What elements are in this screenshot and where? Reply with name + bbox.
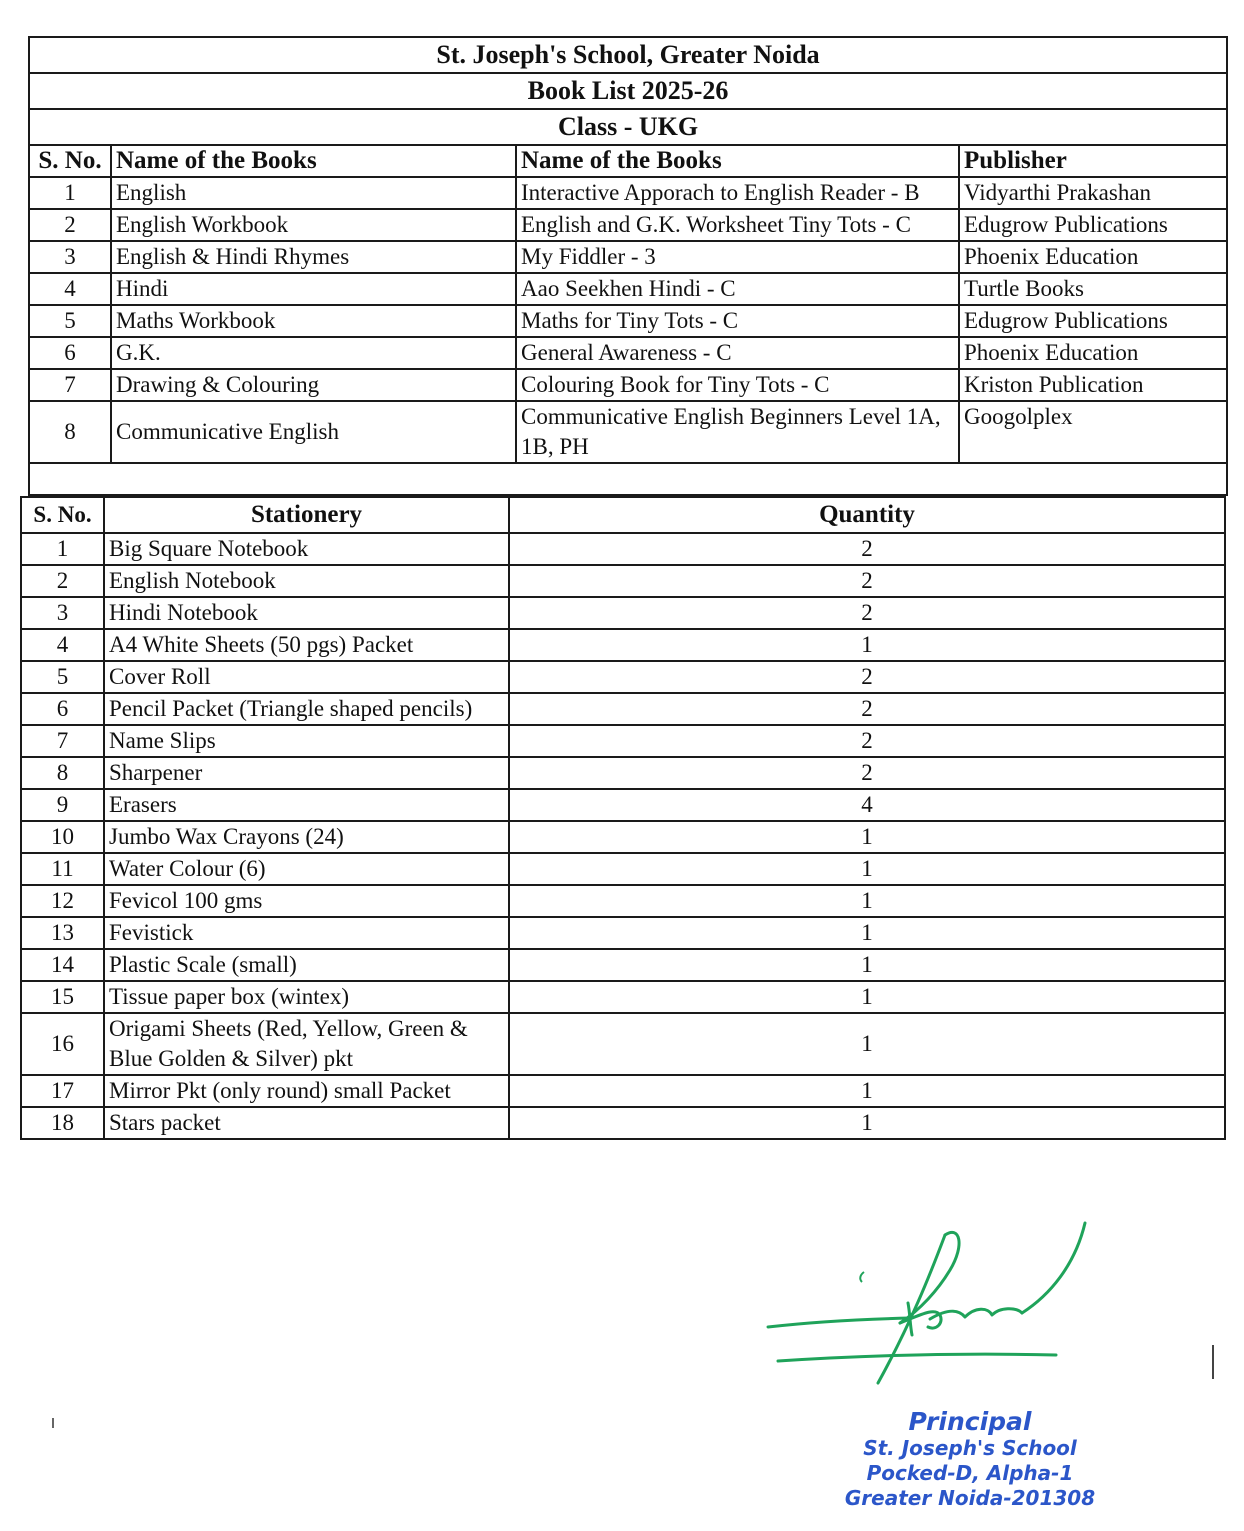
book-sno: 7: [29, 369, 111, 401]
stationery-item: Big Square Notebook: [104, 533, 509, 565]
stationery-quantity: 1: [509, 917, 1225, 949]
stationery-item: Fevistick: [104, 917, 509, 949]
book-publisher: Edugrow Publications: [959, 209, 1227, 241]
spacer-cell: [29, 463, 1227, 495]
book-list-sheet: [28, 36, 1226, 1140]
scan-speck: [52, 1418, 54, 1428]
stationery-sno: 13: [21, 917, 104, 949]
stationery-sno: 6: [21, 693, 104, 725]
book-row: [29, 369, 1227, 401]
book-title: My Fiddler - 3: [516, 241, 959, 273]
stationery-sno: 16: [21, 1013, 104, 1075]
principal-signature: [760, 1215, 1100, 1395]
books-table: [28, 36, 1228, 496]
stationery-quantity: 2: [509, 565, 1225, 597]
stationery-row: [21, 533, 1225, 565]
stationery-row: [21, 661, 1225, 693]
book-subject: Maths Workbook: [111, 305, 516, 337]
stamp-role: Principal: [908, 1407, 1032, 1436]
book-sno: 3: [29, 241, 111, 273]
stationery-sno: 18: [21, 1107, 104, 1139]
stationery-sno: 5: [21, 661, 104, 693]
stationery-quantity: 2: [509, 725, 1225, 757]
scan-speck: [1212, 1345, 1214, 1379]
stationery-sno: 12: [21, 885, 104, 917]
book-row: [29, 177, 1227, 209]
stationery-row: [21, 949, 1225, 981]
stationery-item: English Notebook: [104, 565, 509, 597]
stationery-quantity: 1: [509, 853, 1225, 885]
stationery-header-row: [21, 497, 1225, 533]
book-row: [29, 401, 1227, 463]
stationery-quantity: 1: [509, 821, 1225, 853]
stationery-quantity: 4: [509, 789, 1225, 821]
stationery-quantity: 1: [509, 1107, 1225, 1139]
stationery-sno: 4: [21, 629, 104, 661]
col-header-book-title: Name of the Books: [516, 145, 959, 177]
stationery-quantity: 2: [509, 693, 1225, 725]
stamp-city: Greater Noida-201308: [844, 1486, 1096, 1510]
book-title: Aao Seekhen Hindi - C: [516, 273, 959, 305]
school-name-row: [29, 37, 1227, 73]
book-publisher: Turtle Books: [959, 273, 1227, 305]
book-subject: Hindi: [111, 273, 516, 305]
stationery-sno: 7: [21, 725, 104, 757]
stationery-quantity: 1: [509, 1013, 1225, 1075]
book-title: Communicative English Beginners Level 1A, 1B, PH: [516, 401, 959, 463]
stationery-quantity: 2: [509, 597, 1225, 629]
book-publisher: Phoenix Education: [959, 241, 1227, 273]
stationery-item: Mirror Pkt (only round) small Packet: [104, 1075, 509, 1107]
stationery-row: [21, 885, 1225, 917]
stationery-sno: 3: [21, 597, 104, 629]
book-subject: English Workbook: [111, 209, 516, 241]
book-subject: English: [111, 177, 516, 209]
stationery-row: [21, 1013, 1225, 1075]
book-subject: English & Hindi Rhymes: [111, 241, 516, 273]
stationery-item: Origami Sheets (Red, Yellow, Green & Blue Golden & Silver) pkt: [104, 1013, 509, 1075]
book-publisher: Edugrow Publications: [959, 305, 1227, 337]
stationery-quantity: 1: [509, 885, 1225, 917]
stationery-quantity: 2: [509, 533, 1225, 565]
stationery-body: [21, 533, 1225, 1139]
stationery-item: Plastic Scale (small): [104, 949, 509, 981]
stationery-row: [21, 1075, 1225, 1107]
stationery-quantity: 1: [509, 629, 1225, 661]
stationery-sno: 14: [21, 949, 104, 981]
book-sno: 4: [29, 273, 111, 305]
book-publisher: Phoenix Education: [959, 337, 1227, 369]
stationery-quantity: 1: [509, 1075, 1225, 1107]
stationery-row: [21, 597, 1225, 629]
stationery-sno: 1: [21, 533, 104, 565]
stationery-item: A4 White Sheets (50 pgs) Packet: [104, 629, 509, 661]
book-row: [29, 337, 1227, 369]
stationery-row: [21, 789, 1225, 821]
stationery-row: [21, 917, 1225, 949]
stationery-sno: 10: [21, 821, 104, 853]
book-sno: 1: [29, 177, 111, 209]
book-sno: 2: [29, 209, 111, 241]
stationery-item: Fevicol 100 gms: [104, 885, 509, 917]
stationery-quantity: 1: [509, 981, 1225, 1013]
book-subject: G.K.: [111, 337, 516, 369]
stationery-row: [21, 981, 1225, 1013]
stationery-row: [21, 853, 1225, 885]
stamp-address: Pocked-D, Alpha-1: [866, 1461, 1074, 1485]
stationery-item: Pencil Packet (Triangle shaped pencils): [104, 693, 509, 725]
stationery-sno: 9: [21, 789, 104, 821]
stationery-sno: 2: [21, 565, 104, 597]
book-list-title: Book List 2025-26: [29, 73, 1227, 109]
book-title: Colouring Book for Tiny Tots - C: [516, 369, 959, 401]
col-header-quantity: Quantity: [509, 497, 1225, 533]
book-title: Maths for Tiny Tots - C: [516, 305, 959, 337]
stationery-item: Tissue paper box (wintex): [104, 981, 509, 1013]
stationery-quantity: 2: [509, 661, 1225, 693]
stationery-item: Jumbo Wax Crayons (24): [104, 821, 509, 853]
principal-stamp: [820, 1408, 1120, 1511]
stationery-item: Sharpener: [104, 757, 509, 789]
col-header-sno: S. No.: [21, 497, 104, 533]
stationery-item: Cover Roll: [104, 661, 509, 693]
stationery-row: [21, 693, 1225, 725]
books-body: [29, 177, 1227, 463]
stationery-sno: 8: [21, 757, 104, 789]
stationery-item: Stars packet: [104, 1107, 509, 1139]
book-row: [29, 305, 1227, 337]
book-publisher: Vidyarthi Prakashan: [959, 177, 1227, 209]
stationery-row: [21, 1107, 1225, 1139]
stationery-row: [21, 821, 1225, 853]
stationery-sno: 17: [21, 1075, 104, 1107]
book-row: [29, 209, 1227, 241]
class-label: Class - UKG: [29, 109, 1227, 145]
stationery-quantity: 2: [509, 757, 1225, 789]
col-header-publisher: Publisher: [959, 145, 1227, 177]
book-title: Interactive Apporach to English Reader - B: [516, 177, 959, 209]
stationery-row: [21, 725, 1225, 757]
book-title: English and G.K. Worksheet Tiny Tots - C: [516, 209, 959, 241]
stationery-item: Hindi Notebook: [104, 597, 509, 629]
stamp-school: St. Joseph's School: [863, 1436, 1077, 1460]
col-header-stationery: Stationery: [104, 497, 509, 533]
stationery-table: [20, 496, 1226, 1140]
book-subject: Drawing & Colouring: [111, 369, 516, 401]
stationery-row: [21, 565, 1225, 597]
class-row: [29, 109, 1227, 145]
book-sno: 5: [29, 305, 111, 337]
book-subject: Communicative English: [111, 401, 516, 463]
col-header-sno: S. No.: [29, 145, 111, 177]
spacer-row: [29, 463, 1227, 495]
stationery-quantity: 1: [509, 949, 1225, 981]
books-header-row: [29, 145, 1227, 177]
book-title: General Awareness - C: [516, 337, 959, 369]
stationery-row: [21, 629, 1225, 661]
school-name: St. Joseph's School, Greater Noida: [29, 37, 1227, 73]
stationery-sno: 15: [21, 981, 104, 1013]
stationery-item: Water Colour (6): [104, 853, 509, 885]
stationery-item: Name Slips: [104, 725, 509, 757]
book-sno: 8: [29, 401, 111, 463]
book-row: [29, 241, 1227, 273]
stationery-item: Erasers: [104, 789, 509, 821]
book-publisher: Kriston Publication: [959, 369, 1227, 401]
stationery-sno: 11: [21, 853, 104, 885]
book-publisher: Googolplex: [959, 401, 1227, 463]
book-row: [29, 273, 1227, 305]
list-title-row: [29, 73, 1227, 109]
book-sno: 6: [29, 337, 111, 369]
stationery-row: [21, 757, 1225, 789]
col-header-subject: Name of the Books: [111, 145, 516, 177]
